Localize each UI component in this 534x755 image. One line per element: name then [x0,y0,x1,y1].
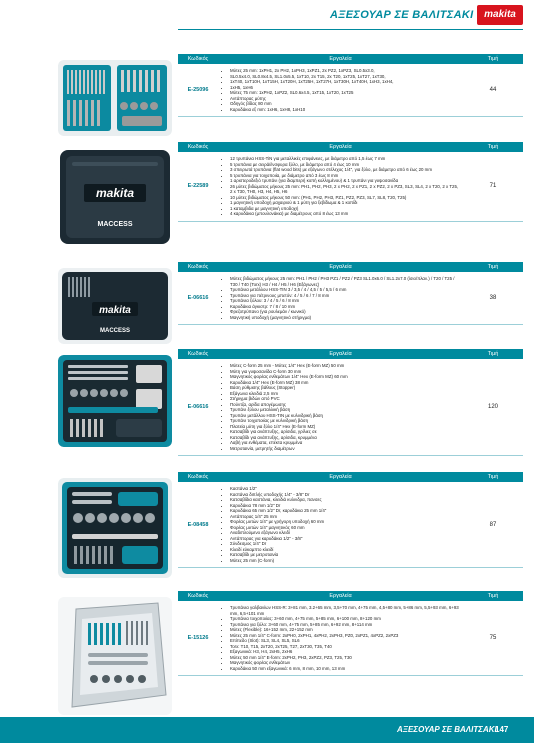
product-price: 87 [489,521,497,528]
list-item: • Καρυδάκια 50 mm εξαγωνικά: 6 mm, 8 mm, 10 mm, 13 mm [230,666,459,672]
list-item: • 1 μαγνητική υποδοχή μαχαιριού & 1 μύτη για ξεβίδωμα & 1 κοπίδι [230,200,459,206]
list-item: • Κατσαβίδι με μετροταινία [230,552,459,558]
list-item: • Τρυπάνι μετάλλου HSS-TIN με κυλινδρική βάση [230,413,459,419]
page-footer [0,717,534,755]
list-item: • Κατσαβίδι για ανάπτυξης, αρίσιδα, γρίλιες σε [230,429,459,435]
list-item: • 5 τρυπάνια με σειρά/ένσφυρα ξύλο, με διάμετρο από 4 έως 10 mm [230,162,459,168]
list-item: • Torx: T10, T15, 2xT20, 2xT25, T27, 2xT30, T35, T40 [230,644,459,650]
item-list [218,152,463,221]
header-tools: Εργαλεία [329,56,352,62]
header-price: Τιμή [487,593,499,599]
list-item: • Αναδιπλούμενο εξάγωνο κλειδί [230,530,459,536]
item-list [218,272,463,324]
list-item: • 10 μύτες βιδώματος μήκους 50 mm: (PH1, PH2, PH3, PZ1, PZ2, PZ3, SL7, SL8, T20, T25) [230,195,459,201]
header-code: Κωδικός [187,144,209,150]
list-item: • Αντάπτορας 1/4" 25 mm [230,514,459,520]
header-code: Κωδικός [187,351,209,357]
svg-text:makita: makita [99,305,131,316]
list-item: • Φορέας μυτών 1/4" μαγνητικός 60 mm [230,525,459,531]
list-item: • Αντάπτορας για καρυδάκια 1/2" - 3/8" [230,536,459,542]
svg-text:makita: makita [95,186,135,200]
product-table [178,472,523,568]
header-price: Τιμή [487,351,499,357]
list-item: • Επίπεδο (Slot): SL3, SL4, SL5, SL6 [230,638,459,644]
list-item: • 5 τρυπάνια για τοιχοποιία, με διάμετρο από 3 έως 8 mm [230,173,459,179]
header-code: Κωδικός [187,56,209,62]
list-item: • Τρυπάνια για ξύλο: 3+60 mm, 4+75 mm, 5+85 mm, 6+92 mm, 8+114 mm [230,622,459,628]
list-item: • 1 καταμβιδα με μαγνητική υποδοχή [230,206,459,212]
list-item: • Καρυδάκια 78 mm 1/2" Dr [230,503,459,509]
list-item: • Στήριγμα βιδών από PVC [230,396,459,402]
list-item: • Μαγνητικός φορέας ενθεμάτων [230,660,459,666]
list-item: • Μετροταινία, μετρητής διαμέτρων [230,446,459,452]
list-item: • Μαγνητική υποδοχή (μαγνητικό στήριγμα) [230,315,459,321]
header-price: Τιμή [487,144,499,150]
product-photo-makita-case [58,148,172,246]
list-item: • Μύτες βιδώματος μήκους 25 mm: PH1 / PH2 / PH3 PZ1 / PZ2 / PZ3 SL1.0x6.0 / SL1.2x7.0 (ίσιο/πλαν.) / T20 / T25 / T30 / T40 (Torx) H3 / H4 / H5 / H6 (Εξάγωνες) [230,276,459,287]
product-code: E-15126 [187,635,209,641]
list-item: • 1 αριστεροδεξιό τρυπάνι (για διαμπερή κοπή κολλημένου) & 1 τρυπάνι για γυψοσανίδα [230,178,459,184]
item-list [218,359,463,455]
header-price: Τιμή [487,56,499,62]
product-code: E-06616 [187,295,209,301]
header-code: Κωδικός [187,264,209,270]
list-item: • Σύνδεσμος 1/4" Dr [230,541,459,547]
header-price: Τιμή [487,264,499,270]
list-item: • 3 σπειρωτά τρυπάνια (flat wood bits) με εξάγωνο στέλεχος 1/4", για ξύλο, με διάμετρο από 6 έως 20 mm [230,167,459,173]
product-table [178,262,523,325]
list-item: • SL0.5x4.0, SL0.8x4.5, SL1.0x5.5, 1xT10, 2x T15, 2x T20, 1xT25, 1xT27, 1xT30, [230,74,459,80]
product-photo-transparent-case [58,597,172,715]
product-row [178,482,523,568]
table-header [178,142,523,152]
header-price: Τιμή [487,474,499,480]
list-item: • Φρεζοτρύπανο (για ρουλεμάν / κωνικό) [230,309,459,315]
list-item: • Μύτες (Flexible): 16+152 mm, 22+152 mm [230,627,459,633]
product-price: 71 [489,183,497,190]
product-row [178,601,523,676]
header-divider [178,29,523,30]
list-item: • Λαβή για ενθέματα, επέκτα κρυμμένα [230,440,459,446]
list-item: • Τρυπάνι τοιχοποιίας με κυλινδρική βάση [230,418,459,424]
footer-title: ΑΞΕΣΟΥΑΡ ΣΕ ΒΑΛΙΤΣΑΚΙ [397,725,497,734]
list-item: • Τρυπάνια γαλβανίων HSS-R: 3+81 mm, 3.2+65 mm, 3,5+70 mm, 4+75 mm, 4,5+80 mm, 5+86 mm, 5,5+93 mm, 6+93 mm, 6,5+101 mm [230,605,459,616]
header-tools: Εργαλεία [329,474,352,480]
table-header [178,54,523,64]
table-header [178,591,523,601]
table-header [178,472,523,482]
item-list [218,64,463,116]
list-item: • Τρυπάνια ξύλου: 3 / 4 / 5 / 6 / 8 mm [230,298,459,304]
product-price: 75 [489,635,497,641]
header-tools: Εργαλεία [329,593,352,599]
list-item: • Καρυδάκια εξ mm: 1xH6, 1xH8, 1xH10 [230,107,459,113]
list-item: • 26 μύτες βιδώματος μήκους 25 mm: PH1, PH2, PH3, 2 x PH2, 2 x PZ1, 2 x PZ2, 2 x PZ3, SL3, SL4, 2 x T20, 2 x T25, 2 x T30, TH0, H3, H4, H5, H6 [230,184,459,195]
list-item: • 1xT40, 1xT10H, 1xT15H, 1xT20H, 1xT25H, 1xT27H, 1xT30H, 1xT40H, 1xH3, 1xH4, [230,79,459,85]
list-item: • 12 τρυπάνια HSS-TiN για μεταλλικές επιφάνειες, με διάμετρο από 1,5 έως 7 mm [230,156,459,162]
list-item: • Αντάπτορας μύτης [230,96,459,102]
list-item: • 4 καρυδάκια (μπουλονάκια) με διαμέτρους από 8 έως 13 mm [230,211,459,217]
list-item: • Κλειδί εύκαμπτο κλειδί [230,547,459,553]
list-item: • Καρυδάκια 65 mm 1/2" Dr, καρυδάκια 25 mm 1/4" [230,508,459,514]
item-list [218,601,463,675]
svg-text:MACCESS: MACCESS [99,328,131,334]
list-item: • Καρυδάκια 1/4" Hex (E-form MZ) 38 mm [230,380,459,386]
makita-logo: makita [477,5,523,25]
product-photo-bit-case [58,60,172,136]
product-code: E-06616 [187,404,209,410]
product-table [178,591,523,676]
product-table [178,54,523,117]
header-code: Κωδικός [187,593,209,599]
list-item: • Μύτες 25 mm 1/4" C-form: 2xPH0, 2xPH1, 4xPH2, 2xPH3, PZ0, 2xPZ1, 4xPZ2, 2xPZ3 [230,633,459,639]
list-item: • Τρυπάνι ξύλου μεταλλική βάση [230,407,459,413]
table-header [178,262,523,272]
list-item: • Μύτες 75 mm: 1xPH2, 1xPZ2, SL0.6x4.5, 1xT15, 1xT20, 1xT25 [230,90,459,96]
product-row [178,152,523,222]
product-photo-ratchet-kit [58,478,172,578]
list-item: • Βάση ρύθμισης βάθους (Stopper) [230,385,459,391]
product-table [178,349,523,456]
list-item: • Μύτη για γυψοσανίδα C-form 30 mm [230,369,459,375]
header-code: Κωδικός [187,474,209,480]
list-item: • Μαγνητικός φορέας ενθεμάτων 1/4" Hex (E-form MZ) 60 mm [230,374,459,380]
product-price: 44 [489,87,497,93]
list-item: • Μύτες 50 mm 1/4" E-form: 2xPH2, PH3, 2xPZ2, PZ3, T25, T30 [230,655,459,661]
list-item: • Τρυπάνια τοιχοποιίας: 3+60 mm, 4+75 mm, 5+85 mm, 6+100 mm, 8+120 mm [230,616,459,622]
list-item: • Εξαγωνικά: H3, H4, 2xH5, 2xH6 [230,649,459,655]
svg-text:MACCESS: MACCESS [97,221,133,228]
product-code: E-25096 [187,87,209,93]
list-item: • Πλατεία μύτη για ξύλο 1/4" Hex (E-form MZ) [230,424,459,430]
list-item: • Καστάνια διπλής υποδοχής 1/4" - 3/8" Dr [230,492,459,498]
product-price: 120 [487,404,498,410]
list-item: • 1xH5, 1xH6 [230,85,459,91]
list-item: • Κατσαβίδια καστάνια, κλειδιά κυλινδρα, πανσες [230,497,459,503]
list-item: • Μύτες C-form 25 mm - Μύτες 1/4" Hex (E-form MZ) 50 mm [230,363,459,369]
list-item: • Πούντζα, αρίδα απογέμωσης [230,402,459,408]
list-item: • Καρυδάκια άγκιστρ: 7 / 8 / 10 mm [230,304,459,310]
product-row [178,64,523,117]
product-row [178,359,523,456]
list-item: • Κατσαβίδι για ανάπτυξης, αρίσιδα, κρυμμένα [230,435,459,441]
list-item: • Καστάνια 1/2" [230,486,459,492]
item-list [218,482,463,567]
list-item: • Μύτες 25 mm (C-form) [230,558,459,564]
list-item: • Εξάγωνα κλειδιά 2,5 mm [230,391,459,397]
list-item: • Μύτες 25 mm: 1xPH1, 2x PH2, 1xPH3, 1xPZ1, 2x PZ2, 1xPZ3, SL0.5x3.0, [230,68,459,74]
product-photo-accessory-case [58,268,172,344]
product-code: E-22589 [187,183,209,190]
product-photo-socket-kit [58,355,172,447]
product-table [178,142,523,222]
list-item: • Τρυπάνια για πέτρινους μπετόν: 4 / 5 / 6 / 7 / 8 mm [230,293,459,299]
product-code: E-08458 [187,521,209,528]
table-header [178,349,523,359]
page-title: ΑΞΕΣΟΥΑΡ ΣΕ ΒΑΛΙΤΣΑΚΙ [330,9,474,21]
list-item: • Φορέας μυτών 1/4" με γρήγορη υποδοχή 60 mm [230,519,459,525]
header-tools: Εργαλεία [329,351,352,357]
product-row [178,272,523,325]
header-tools: Εργαλεία [329,264,352,270]
list-item: • Τρυπάνια μετάλλου HSS-TIN 3 / 3,5 / 4 / 4,5 / 5 / 5,5 / 6 mm [230,287,459,293]
page-number: 147 [495,725,509,734]
list-item: • Οδηγός βίδας 80 mm [230,101,459,107]
product-price: 38 [489,295,497,301]
header-tools: Εργαλεία [329,144,352,150]
